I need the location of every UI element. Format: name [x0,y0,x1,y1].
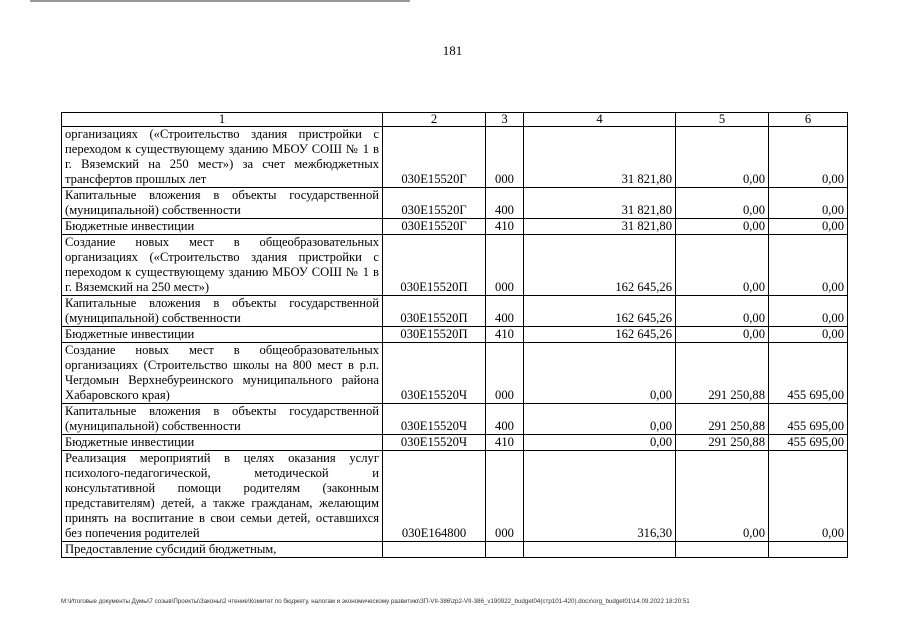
row-vr-code: 000 [486,235,524,296]
row-csr-code: 030Е164800 [383,451,486,542]
row-amount-5: 291 250,88 [676,435,769,451]
table-row [62,542,848,558]
table-row [62,343,848,404]
row-vr-code: 000 [486,343,524,404]
row-csr-code: 030Е15520Ч [383,343,486,404]
header-col-6: 6 [769,113,848,127]
row-csr-code: 030Е15520П [383,296,486,327]
table-header-row [62,113,848,127]
row-amount-5: 0,00 [676,127,769,188]
table-row [62,404,848,435]
table-row [62,127,848,188]
row-amount-4: 0,00 [524,435,676,451]
table-row [62,188,848,219]
table-row [62,219,848,235]
row-description: Создание новых мест в общеобразовательных организациях (Строительство школы на 800 мест в р.п. Чегдомын Верхнебуреинского муниципального района Хабаровского края) [62,343,383,404]
row-amount-4: 0,00 [524,343,676,404]
budget-table [61,112,848,558]
row-amount-6: 455 695,00 [769,435,848,451]
row-vr-code [486,542,524,558]
table-row [62,296,848,327]
row-amount-5: 0,00 [676,327,769,343]
row-amount-6: 0,00 [769,451,848,542]
row-amount-5: 0,00 [676,188,769,219]
row-description: Бюджетные инвестиции [62,435,383,451]
row-amount-6: 0,00 [769,296,848,327]
row-amount-6: 0,00 [769,127,848,188]
page-number: 181 [442,43,463,58]
row-amount-5: 291 250,88 [676,404,769,435]
row-amount-6: 0,00 [769,219,848,235]
row-amount-4: 316,30 [524,451,676,542]
document-path-footer: M:\Итоговые документы Думы\7 созыв\Проекты\Законы\2 чтение\Комитет по бюджету, налогам и экономическому развитию\ЗП-VII-386\zp2-VII-386_v190922_budget04(стр101-420).docx\org_budget01\14.09.2022 18:20:51 [61,598,690,605]
table-row [62,451,848,542]
row-amount-6: 455 695,00 [769,343,848,404]
row-amount-4: 31 821,80 [524,127,676,188]
row-amount-5: 0,00 [676,235,769,296]
row-amount-4: 162 645,26 [524,296,676,327]
row-amount-4: 162 645,26 [524,327,676,343]
row-amount-6: 0,00 [769,327,848,343]
row-csr-code: 030Е15520Г [383,219,486,235]
table-row [62,435,848,451]
row-amount-6 [769,542,848,558]
row-vr-code: 410 [486,219,524,235]
row-description: Бюджетные инвестиции [62,219,383,235]
scan-edge-mark [30,0,410,2]
header-col-2: 2 [383,113,486,127]
row-amount-5: 0,00 [676,219,769,235]
row-description: Создание новых мест в общеобразовательных организациях («Строительство здания пристройки с переходом к существующему зданию МБОУ СОШ № 1 в г. Вяземский на 250 мест») [62,235,383,296]
row-vr-code: 400 [486,296,524,327]
row-description: Капитальные вложения в объекты государственной (муниципальной) собственности [62,188,383,219]
row-csr-code: 030Е15520П [383,327,486,343]
header-col-4: 4 [524,113,676,127]
row-description: Бюджетные инвестиции [62,327,383,343]
header-col-1: 1 [62,113,383,127]
row-amount-6: 455 695,00 [769,404,848,435]
row-csr-code: 030Е15520П [383,235,486,296]
row-csr-code [383,542,486,558]
table-row [62,327,848,343]
row-csr-code: 030Е15520Г [383,127,486,188]
row-amount-4: 0,00 [524,404,676,435]
row-amount-4: 31 821,80 [524,188,676,219]
row-amount-5: 0,00 [676,296,769,327]
row-description: Капитальные вложения в объекты государственной (муниципальной) собственности [62,404,383,435]
row-vr-code: 000 [486,127,524,188]
row-vr-code: 400 [486,188,524,219]
row-amount-5 [676,542,769,558]
row-amount-4: 162 645,26 [524,235,676,296]
row-vr-code: 000 [486,451,524,542]
row-amount-6: 0,00 [769,235,848,296]
table-row [62,235,848,296]
row-csr-code: 030Е15520Ч [383,404,486,435]
row-amount-5: 0,00 [676,451,769,542]
row-csr-code: 030Е15520Ч [383,435,486,451]
row-vr-code: 410 [486,435,524,451]
row-vr-code: 410 [486,327,524,343]
header-col-5: 5 [676,113,769,127]
row-description: Реализация мероприятий в целях оказания услуг психолого-педагогической, методической и консультативной помощи родителям (законным представителям) детей, а также гражданам, желающим принять на воспитание в свои семьи детей, оставшихся без попечения родителей [62,451,383,542]
row-description: организациях («Строительство здания пристройки с переходом к существующему зданию МБОУ СОШ № 1 в г. Вяземский на 250 мест») за счет межбюджетных трансфертов прошлых лет [62,127,383,188]
header-col-3: 3 [486,113,524,127]
row-csr-code: 030Е15520Г [383,188,486,219]
row-amount-4: 31 821,80 [524,219,676,235]
row-vr-code: 400 [486,404,524,435]
row-description: Капитальные вложения в объекты государственной (муниципальной) собственности [62,296,383,327]
row-amount-4 [524,542,676,558]
row-amount-6: 0,00 [769,188,848,219]
row-amount-5: 291 250,88 [676,343,769,404]
row-description: Предоставление субсидий бюджетным, [62,542,383,558]
